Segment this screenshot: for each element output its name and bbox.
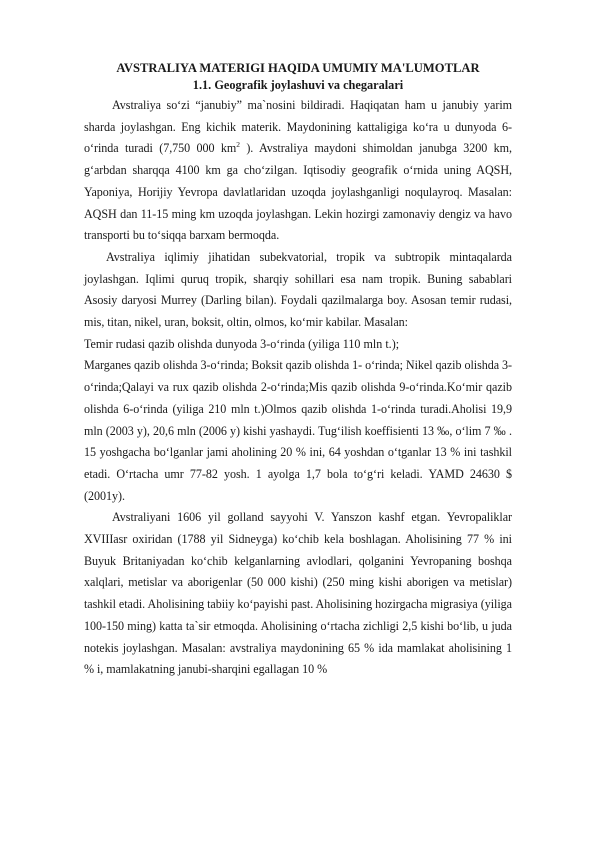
paragraph-geography-text: Avstraliya so‘zi “janubiy” ma`nosini bildiradi. Haqiqatan ham u janubiy yarim sharda joylashgan. Eng kichik materik. Maydonining kattaligiga ko‘ra u dunyoda 6-o‘rinda turadi (7,750 000 km [84, 98, 512, 156]
section-heading: 1.1. Geografik joylashuvi va chegaralari [192, 78, 404, 92]
line-iron-ore: Temir rudasi qazib olishda dunyoda 3-o‘rinda (yiliga 110 mln t.); [84, 336, 400, 351]
paragraph-history-population: Avstraliyani 1606 yil golland sayyohi V. Yanszon kashf etgan. Yevropaliklar XVIIIasr oxiridan (1788 yil Sidneyga) ko‘chib kela boshlagan. Aholisining 77 % ini Buyuk Britaniyadan ko‘chib kelganlarning avlodlari, qolganini Yevropaning boshqa xalqlari, metislar va aborigenlar (50 000 kishi) (250 ming kishi aborigen va metislar) tashkil etadi. Aholisining tabiiy ko‘payishi past. Aholisining hozirgacha migrasiya (yiliga 100-150 ming) katta ta`sir etmoqda. Aholisining o‘rtacha zichligi 2,5 kishi bo‘lib, u juda notekis joylashgan. Masalan: avstraliya maydonining 65 % ida mamlakat aholisining 1 % i, mamlakatning janubi-sharqini egallagan 10 % [84, 510, 512, 677]
document-page [84, 60, 512, 681]
paragraph-geography [84, 95, 512, 247]
document-title: AVSTRALIYA MATERIGI HAQIDA UMUMIY MA'LUMOTLAR [116, 61, 480, 75]
area-unit-superscript: 2 [236, 140, 240, 150]
paragraph-climate: Avstraliya iqlimiy jihatidan subekvatorial, tropik va subtropik mintaqalarda joylashgan. Iqlimi quruq tropik, sharqiy sohillari esa nam tropik. Buning sabablari Asosiy daryosi Murrey (Darling bilan). Foydali qazilmalarga boy. Asosan temir rudasi, mis, titan, nikel, uran, boksit, oltin, olmos, ko‘mir kabilar. Masalan: [84, 249, 512, 330]
paragraph-minerals-population: Marganes qazib olishda 3-o‘rinda; Boksit qazib olishda 1- o‘rinda; Nikel qazib olishda 3-o‘rinda;Qalayi va rux qazib olishda 2-o‘rinda;Mis qazib olishda 9-o‘rinda.Ko‘mir qazib olishda 6-o‘rinda (yiliga 210 mln t.)Olmos qazib olishda 1-o‘rinda turadi.Aholisi 19,9 mln (2003 y), 20,6 mln (2006 y) kishi yashaydi. Tug‘ilish koeffisienti 13 ‰, o‘lim 7 ‰ . 15 yoshgacha bo‘lganlar jami aholining 20 % ini, 64 yoshdan o‘tganlar 13 % ini tashkil etadi. O‘rtacha umr 77-82 yosh. 1 ayolga 1,7 bola to‘g‘ri keladi. YAMD 24630 $ (2001y). [84, 358, 512, 503]
paragraph-geography-continued: ). Avstraliya maydoni shimoldan janubga 3200 km, g‘arbdan sharqqa 4100 km ga cho‘zilgan. Iqtisodiy geografik o‘rnida uning AQSH, Yaponiya, Horijiy Yevropa davlatlaridan uzoqda joylashganligi noqulayroq. Masalan: AQSH dan 11-15 ming km uzoqda joylashgan. Lekin hozirgi zamonaviy dengiz va havo transporti bu to‘siqqa barxam bermoqda. [84, 141, 512, 243]
